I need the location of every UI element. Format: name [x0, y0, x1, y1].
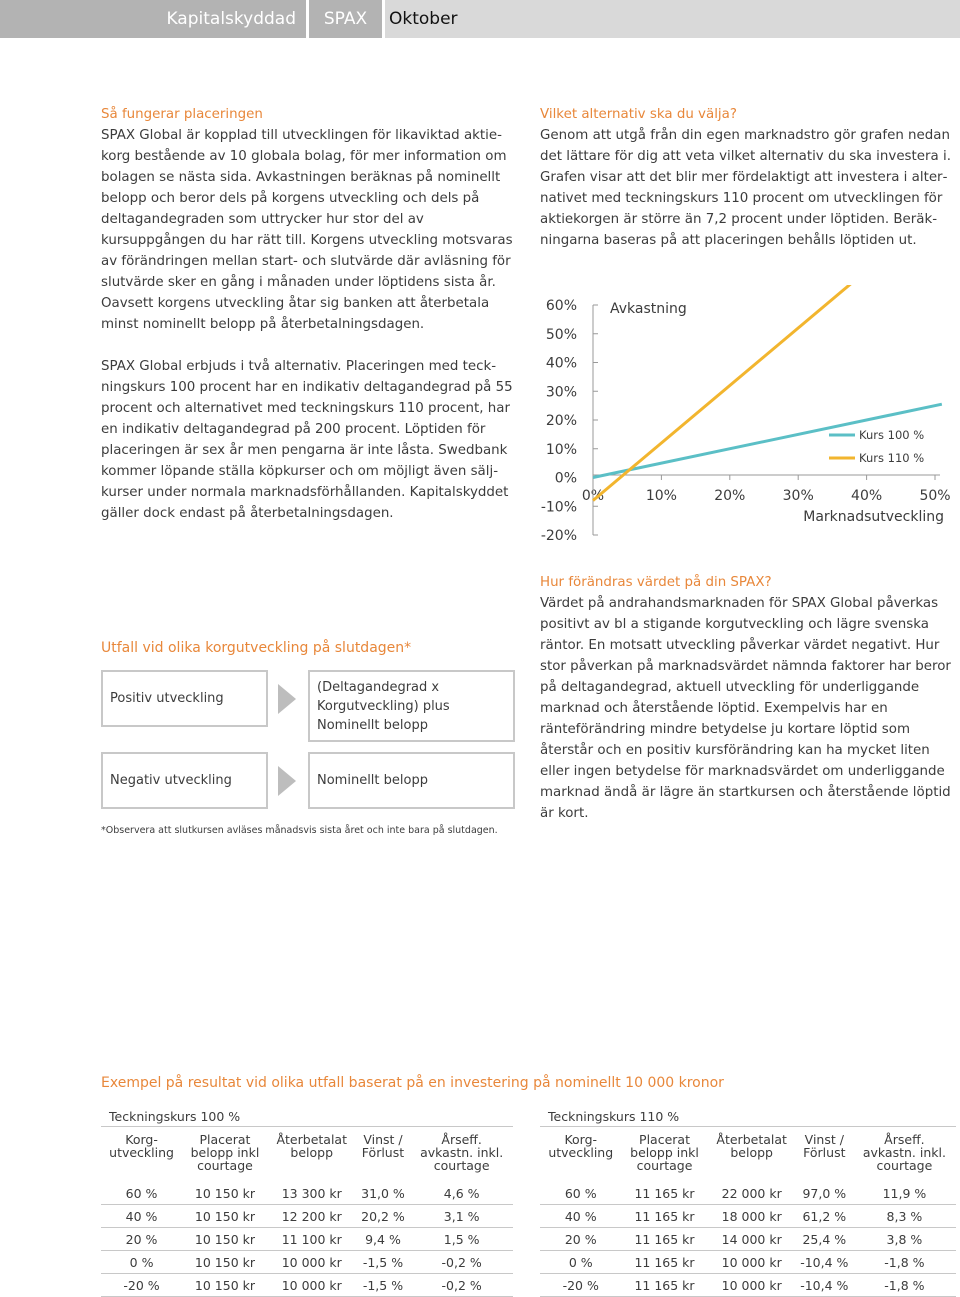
table-cell: 4,6 % [410, 1182, 513, 1205]
table-cell: -0,2 % [410, 1251, 513, 1274]
table-cell: -1,5 % [356, 1251, 411, 1274]
table-cell: -1,8 % [853, 1251, 956, 1274]
return-chart [535, 285, 955, 555]
header-section [0, 0, 306, 38]
table-cell: 20 % [540, 1228, 621, 1251]
table-cell: 11 165 kr [621, 1274, 707, 1297]
table-cell: 10 000 kr [268, 1251, 356, 1274]
column-header: Vinst / Förlust [803, 1132, 846, 1160]
y-tick-label: -10% [540, 499, 577, 516]
table-cell: 97,0 % [796, 1182, 853, 1205]
value-heading: Hur förändras värdet på din SPAX? [540, 575, 772, 590]
table-header-row [101, 1127, 513, 1182]
table-cell: 11 165 kr [621, 1182, 707, 1205]
y-tick-label: 20% [545, 413, 577, 429]
y-axis-ticks [541, 298, 598, 544]
column-header: Vinst / Förlust [361, 1132, 405, 1160]
y-tick-label: 50% [545, 326, 577, 343]
right-column-bottom [540, 572, 958, 824]
table-cell: 14 000 kr [708, 1228, 796, 1251]
arrow-right-icon [278, 684, 296, 714]
y-tick-label: 60% [545, 298, 577, 314]
table-cell: 10 000 kr [708, 1274, 796, 1297]
table-header-row [540, 1127, 956, 1182]
x-tick-label: 40% [851, 488, 883, 504]
table-cell: -10,4 % [796, 1274, 853, 1297]
table-cell: 13 300 kr [268, 1182, 356, 1205]
chart-title: Avkastning [610, 301, 687, 317]
table-cell: 10 150 kr [182, 1182, 268, 1205]
table-cell: 60 % [101, 1182, 182, 1205]
left-column [101, 104, 519, 524]
table-cell: 20,2 % [356, 1205, 411, 1228]
results-table [101, 1127, 513, 1297]
table-cell: 10 000 kr [268, 1274, 356, 1297]
table-cell: -0,2 % [410, 1274, 513, 1297]
arrow-right-icon [278, 766, 296, 796]
column-header: Årseff. avkastn. inkl. courtage [862, 1132, 946, 1173]
examples-heading: Exempel på resultat vid olika utfall baserat på en investering på nominellt 10 000 kronor [101, 1075, 724, 1091]
table-cell: -1,8 % [853, 1274, 956, 1297]
table-cell: 22 000 kr [708, 1182, 796, 1205]
table-row [540, 1205, 956, 1228]
table-cell: 60 % [540, 1182, 621, 1205]
table-cell: 25,4 % [796, 1228, 853, 1251]
negative-result-box: Nominellt belopp [308, 752, 515, 809]
table-row [540, 1251, 956, 1274]
table-cell: 11 165 kr [621, 1251, 707, 1274]
x-tick-label: 0% [581, 488, 605, 504]
x-axis-ticks [582, 475, 951, 504]
header-bar [0, 0, 960, 38]
table-subscription-100 [101, 1108, 513, 1297]
table-cell: 1,5 % [410, 1228, 513, 1251]
table-cell: 31,0 % [356, 1182, 411, 1205]
table-cell: 20 % [101, 1228, 182, 1251]
legend-label: Kurs 110 % [859, 451, 925, 465]
intro-paragraph: SPAX Global är kopplad till utvecklingen för likaviktad aktiekorg bestående av 10 globala bolag, för mer information om bolagen se nästa sida. Avkastningen beräknas på nominellt belopp och beror dels på korgens utveckling och dels på deltagandegraden som uttrycker hur stor del av kursuppgången du har rätt till. Korgens utveckling motsvaras av förändringen mellan start- och slutvärde där avläsning för slutvärde sker en gång i månaden under löptidens sista år. Oavsett korgens utveckling åtar sig banken att återbetala minst nominellt belopp på återbetalningsdagen. [101, 128, 513, 332]
value-paragraph: Värdet på andrahandsmarknaden för SPAX Global påverkas positivt av bl a stigande korgutveckling och lägre svenska räntor. En motsatt utveckling påverkar värdet negativt. Hur stor påverkan på marknadsvärdet nämnda faktorer har beror på deltagandegrad, aktuell utveckling för underliggande marknad och återstående löptid. Exempelvis har en ränteförändring mindre betydelse ju kortare löptid som återstår och en positiv kursförändring kan ha mycket liten eller ingen betydelse för marknadsvärdet om underliggande marknad ändå är lägre än startkursen och återstående löptid är kort. [540, 596, 951, 821]
column-header: Återbetalat belopp [276, 1132, 347, 1160]
y-tick-label: 10% [545, 441, 577, 458]
x-tick-label: 20% [714, 488, 746, 504]
table-cell: 40 % [101, 1205, 182, 1228]
table-cell: 8,3 % [853, 1205, 956, 1228]
table-cell: 0 % [540, 1251, 621, 1274]
flow-heading: Utfall vid olika korgutveckling på slutdagen* [101, 640, 412, 656]
y-tick-label: -20% [540, 528, 577, 544]
table-cell: 10 150 kr [182, 1228, 268, 1251]
table-cell: 3,8 % [853, 1228, 956, 1251]
table-title: Teckningskurs 110 % [540, 1108, 956, 1127]
table-row [540, 1274, 956, 1297]
column-header: Korg- utveckling [548, 1132, 614, 1160]
alternatives-paragraph: SPAX Global erbjuds i två alternativ. Placeringen med teckningskurs 100 procent har en indikativ deltagandegrad på 55 procent och alternativet med teckningskurs 110 procent, har en indikativ deltagandegrad på 200 procent. Löptiden för placeringen är sex år men pengarna är inte låsta. Swedbank kommer löpande ställa köpkurser och om möjligt även säljkurser under normala marknadsförhållanden. Kapitalskyddet gäller dock endast på återbetalningsdagen. [101, 359, 513, 521]
table-cell: 10 000 kr [708, 1251, 796, 1274]
header-product: SPAX [309, 0, 382, 38]
table-row [101, 1251, 513, 1274]
y-tick-label: 30% [545, 384, 577, 401]
legend-label: Kurs 100 % [859, 428, 925, 442]
table-cell: 10 150 kr [182, 1274, 268, 1297]
table-cell: -20 % [540, 1274, 621, 1297]
header-month-label: Oktober [389, 9, 458, 29]
table-cell: 11,9 % [853, 1182, 956, 1205]
y-tick-label: 40% [545, 355, 577, 372]
choice-paragraph: Genom att utgå från din egen marknadstro gör grafen nedan det lättare för dig att veta vilket alternativ du ska investera i. Grafen visar att det blir mer fördelaktigt att investera i alternativet med teckningskurs 110 procent om utvecklingen för aktiekorgen är större än 7,2 procent under löptiden. Beräkningarna baseras på att placeringen behålls löptiden ut. [540, 128, 951, 248]
positive-result-box: (Deltagandegrad x Korgutveckling) plus Nominellt belopp [308, 670, 515, 742]
table-cell: 3,1 % [410, 1205, 513, 1228]
chart-legend [829, 428, 924, 465]
table-cell: -1,5 % [356, 1274, 411, 1297]
table-cell: 12 200 kr [268, 1205, 356, 1228]
chart-series [593, 285, 942, 501]
footnote: *Observera att slutkursen avläses månadsvis sista året och inte bara på slutdagen. [101, 825, 498, 836]
results-table [540, 1127, 956, 1297]
table-row [101, 1182, 513, 1205]
table-cell: -20 % [101, 1274, 182, 1297]
table-cell: 40 % [540, 1205, 621, 1228]
table-cell: 18 000 kr [708, 1205, 796, 1228]
table-row [540, 1182, 956, 1205]
table-cell: 61,2 % [796, 1205, 853, 1228]
column-header: Korg- utveckling [109, 1132, 174, 1160]
table-row [101, 1228, 513, 1251]
table-cell: 11 165 kr [621, 1205, 707, 1228]
table-row [101, 1205, 513, 1228]
table-cell: 11 165 kr [621, 1228, 707, 1251]
positive-box: Positiv utveckling [101, 670, 268, 727]
table-cell: 10 150 kr [182, 1205, 268, 1228]
header-section-label: Kapitalskyddad [166, 9, 296, 29]
choice-heading: Vilket alternativ ska du välja? [540, 107, 737, 122]
column-header: Årseff. avkastn. inkl. courtage [420, 1132, 504, 1173]
table-row [540, 1228, 956, 1251]
table-cell: 9,4 % [356, 1228, 411, 1251]
header-month [385, 0, 960, 38]
column-header: Placerat belopp inkl courtage [190, 1132, 260, 1173]
section-heading: Så fungerar placeringen [101, 107, 263, 122]
table-subscription-110 [540, 1108, 956, 1297]
table-cell: -10,4 % [796, 1251, 853, 1274]
right-column-top [540, 104, 958, 251]
table-title: Teckningskurs 100 % [101, 1108, 513, 1127]
x-tick-label: 50% [919, 488, 951, 504]
y-tick-label: 0% [554, 470, 577, 487]
x-axis-label: Marknadsutveckling [803, 509, 944, 525]
column-header: Återbetalat belopp [716, 1132, 787, 1160]
x-tick-label: 30% [782, 488, 814, 504]
table-cell: 10 150 kr [182, 1251, 268, 1274]
table-cell: 0 % [101, 1251, 182, 1274]
table-row [101, 1274, 513, 1297]
column-header: Placerat belopp inkl courtage [630, 1132, 699, 1173]
negative-box: Negativ utveckling [101, 752, 268, 809]
table-cell: 11 100 kr [268, 1228, 356, 1251]
x-tick-label: 10% [645, 488, 677, 504]
